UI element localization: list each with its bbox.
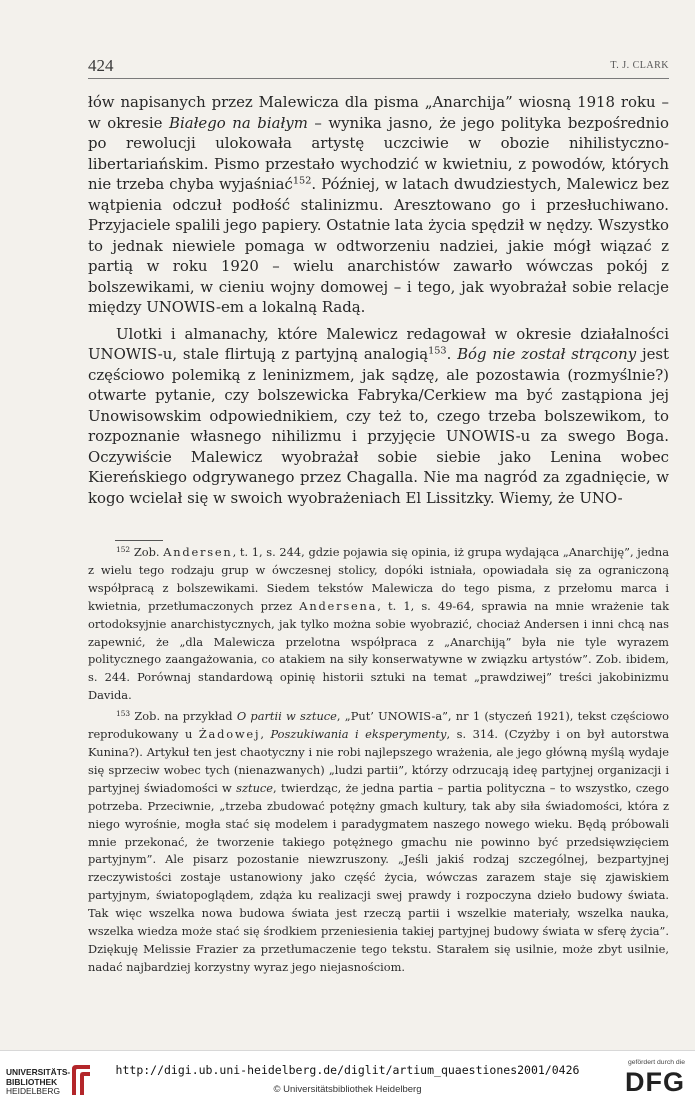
text-run: , t. 1, s. 244, gdzie pojawia się opinia, iż grupa wydająca „Anarchiję”, jedna z wielu tego rodzaju grup w ówczesnej stolicy, dopóki istniała, opowiadała się za ograniczoną współpracą z bolszewikami. Siedem tekstów Malewicza do tego pisma, z przełomu marca i kwietnia, przetłumaczonych przez [88,545,669,613]
text-run: , „Put’ UNOWIS-a”, nr 1 (styczeń 1921), tekst częściowo reprodukowany u [88,709,669,742]
text-run: Zob. na przykład [130,709,237,724]
text-run: Ulotki i almanachy, które Malewicz redagował w okresie działalności UNOWIS-u, stale flirtują z partyjną analogią [88,324,669,363]
footnote-153 [88,708,669,977]
page-number: 424 [88,56,114,75]
dfg-logo[interactable]: DFG [625,1067,685,1097]
spaced-author: Andersen [163,545,233,559]
italic-title: Poszukiwania i eksperymenty [270,727,447,742]
text-run: jest częściowo polemiką z leninizmem, jak sądzę, ale pozostawia (rozmyślnie?) otwarte pytanie, czy bolszewicka Fabryka/Cerkiew ma być zastąpiona jej Unowisowskim odpowiednikiem, czy też to, czego trzeba bolszewikom, to rozpoznanie własnego nihilizmu i przyjęcie UNOWIS-u za swego Boga. Oczywiście Malewicz wyobrażał sobie siebie jako Lenina wobec Kiereńskiego odgrywanego przez Chagalla. Nie ma nagród za zgadnięcie, w kogo wcielał się w swoich wyobrażeniach El Lissitzky. Wiemy, że UNO- [88,345,670,507]
footnotes [88,544,669,977]
spaced-author: Żadowej [198,727,261,742]
text-run: . [446,345,458,363]
text-run: łów napisanych przez Malewicza dla pisma „Anarchija” wiosną 1918 roku – w okresie [88,93,669,132]
text-run: , [260,727,271,742]
source-url-link[interactable]: http://digi.ub.uni-heidelberg.de/diglit/artium_quaestiones2001/0426 [115,1063,580,1077]
library-name-line-2: BIBLIOTHEK [6,1076,58,1087]
text-run: – wynika jasno, że jego polityka bezpośrednio po rewolucji ulokowała artystę uczciwie w obozie nihilistyczno-libertariańskim. Pismo przestało wychodzić w kwietniu, z powodów, których nie trzeba chyba wyjaśniać [88,113,669,193]
spaced-author: Andersena [299,598,378,613]
footnote-number: 152 [116,544,131,554]
footnote-152 [88,544,669,705]
text-run: Zob. [130,545,164,559]
body-text [88,92,669,508]
text-run: , s. 314. (Czyżby i on był autorstwa Kunina?). Artykuł ten jest chaotyczny i nie robi najlepszego wrażenia, ale jego główną myślą wydaje się sprzeciw wobec tych (nienazwanych) „ludzi partii”, którzy odrzucają ideę partyjnej organizacji i partyjnej świadomości w [88,727,669,795]
running-head: T. J. CLARK [610,60,669,71]
text-run: . Później, w latach dwudziestych, Malewicz bez wątpienia odczuł podłość stalinizmu. Aresztowano go i przesłuchiwano. Przyjaciele spalili jego papiery. Ostatnie lata życia spędził w nędzy. Wszystko to jednak niewiele pomaga w odtworzeniu nadziei, jakie mógł wiązać z partią w roku 1920 – wielu anarchistów zawarło wówczas pokój z bolszewikami, w cieniu wojny domowej – i tego, jak wyobrażał sobie relacje między UNOWIS-em a lokalną Radą. [88,175,669,316]
digitization-footer [0,1050,695,1104]
body-paragraph-2 [88,324,669,509]
text-run: , twierdząc, że jedna partia – partia polityczna – to wszystko, czego potrzeba. Przeciwnie, „trzeba zbudować potężny gmach kultury, tak aby siła świadomości, która z niego wyrośnie, mogła stać się modelem i paradygmatem naszego nowego wieku. Będą próbowali mnie przekonać, że tworzenie takiego potężnego gmachu nie powinno być przedsięwzięciem partyjnym”. Ale pisarz pozostanie niewzruszony. „Jeśli jakiś rodzaj szczególnej, bezpartyjnej rzeczywistości zostaje ustanowiony jako część życia, wówczas zarazem staje się zjawiskiem partyjnym, światopoglądem, zdąża ku realizacji swej prawdy i rozpoczyna dzieło budowy świata. Tak więc wszelka nowa budowa świata jest rzeczą partii i wszelkie materiały, wszelka nauka, wszelka wiedza może stać się środkiem przeniesienia takiej partyjnej budowy świata w sferę życia”. Dziękuję Melissie Frazier za przetłumaczenie tego tekstu. Starałem się usilnie, może zbyt usilnie, nadać najbardziej korzystny wyraz jego niejasnościom. [88,780,670,974]
library-name-line-1: UNIVERSITÄTS- [6,1067,71,1077]
footnote-ref-153[interactable]: 153 [428,345,447,357]
italic-title: Białego na białym [169,113,308,132]
page-header [88,56,669,79]
funder-caption: gefördert durch die [627,1059,685,1066]
body-paragraph-1 [88,92,669,318]
italic-title: O partii w sztuce [236,709,337,724]
footnote-ref-152[interactable]: 152 [292,175,312,187]
footnote-divider [115,540,163,541]
footnote-number: 153 [116,709,131,719]
library-name-line-3: HEIDELBERG [6,1086,60,1096]
copyright-notice: © Universitätsbibliothek Heidelberg [273,1084,422,1095]
text-run: , t. 1, s. 49-64, sprawia na mnie wrażenie tak ortodoksyjnie anarchistycznych, jak tylko można sobie wyobrazić, chociaż Andersen i inni chcą nas zapewnić, że „dla Malewicza przelotna współpraca z „Anarchiją” była nie tyle wyrazem politycznego zaangażowania, co atakiem na siły konserwatywne w związku artystów”. Zob. ibidem, s. 244. Porównaj standardową opinię historii sztuki na temat „prawdziwej” treści jakobinizmu Davida. [88,598,670,703]
italic-title: Bóg nie został strącony [457,345,637,363]
italic-word: sztuce [236,780,274,795]
